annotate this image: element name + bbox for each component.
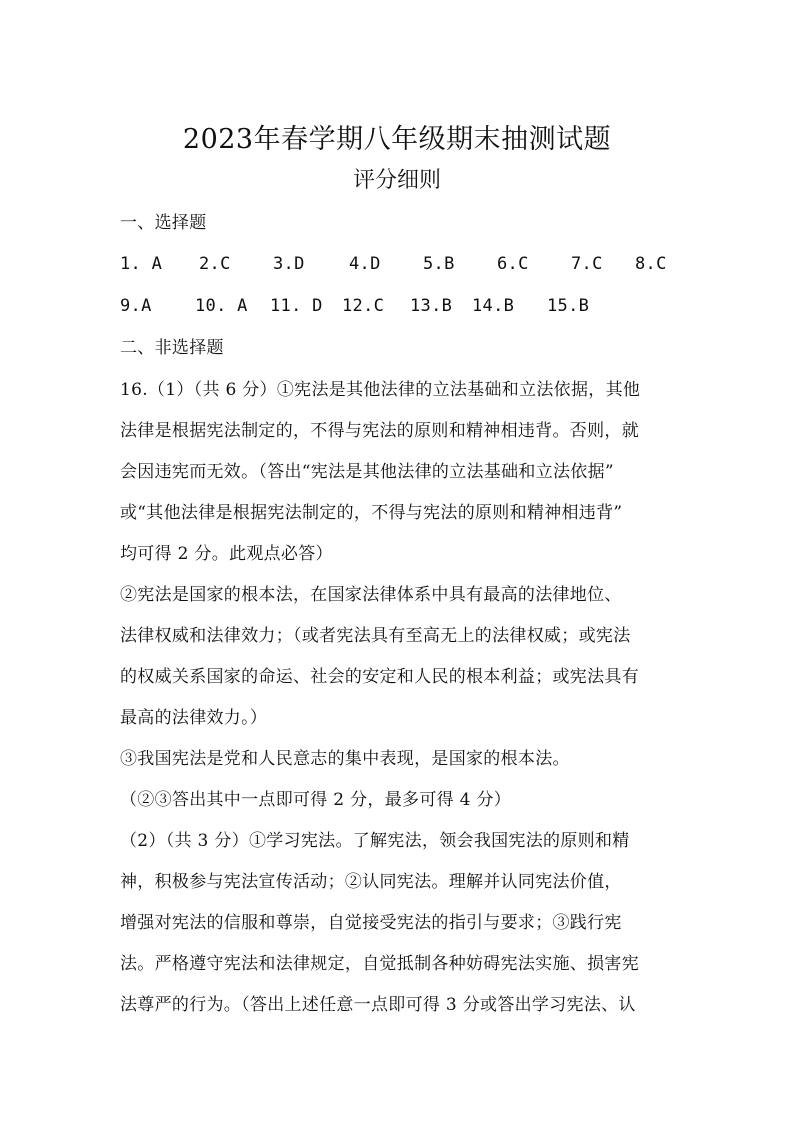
answer-item: 13.B [410,295,453,316]
body-line: 均可得 2 分。此观点必答） [120,544,333,564]
answer-item: 2.C [199,253,231,274]
body-line: 或“其他法律是根据宪法制定的，不得与宪法的原则和精神相违背” [120,503,623,523]
answer-item: 1. A [120,253,163,274]
answer-row-1 [120,243,690,285]
answer-row-2 [120,285,690,327]
answer-item: 5.B [423,253,455,274]
document-subtitle: 评分细则 [352,168,441,193]
answer-item: 6.C [497,253,529,274]
answer-item: 3.D [273,253,305,274]
section-heading-choice: 一、选择题 [120,213,207,233]
body-line: 法尊严的行为。（答出上述任意一点即可得 3 分或答出学习宪法、认 [120,995,636,1015]
body-line: ③我国宪法是党和人民意志的集中表现，是国家的根本法。 [120,749,570,769]
answer-item: 11. D [270,295,323,316]
answer-key [120,243,690,327]
body-line: 的权威关系国家的命运、社会的安定和人民的根本利益；或宪法具有 [120,667,639,687]
body-line: 会因违宪而无效。（答出“宪法是其他法律的立法基础和立法依据” [120,462,614,482]
answer-item: 10. A [195,295,248,316]
answer-item: 15.B [547,295,590,316]
scoring-details [120,370,690,1026]
body-line: 最高的法律效力。） [120,708,268,728]
answer-item: 4.D [349,253,381,274]
answer-item: 8.C [635,253,667,274]
body-line: 神，积极参与宪法宣传活动；②认同宪法。理解并认同宪法价值， [120,872,622,892]
section-heading-non-choice: 二、非选择题 [120,338,224,358]
answer-item: 7.C [571,253,603,274]
answer-item: 12.C [342,295,385,316]
answer-item: 9.A [120,295,152,316]
body-line: 法律是根据宪法制定的，不得与宪法的原则和精神相违背。否则，就 [120,421,639,441]
body-line: ②宪法是国家的根本法，在国家法律体系中具有最高的法律地位、 [120,585,622,605]
body-line: 法。严格遵守宪法和法律规定，自觉抵制各种妨碍宪法实施、损害宪 [120,954,639,974]
body-line: （②③答出其中一点即可得 2 分，最多可得 4 分） [120,790,512,810]
body-line: 16.（1）（共 6 分）①宪法是其他法律的立法基础和立法依据，其他 [120,380,641,400]
answer-item: 14.B [472,295,515,316]
document-title: 2023年春学期八年级期末抽测试题 [182,124,612,155]
body-line: 增强对宪法的信服和尊崇，自觉接受宪法的指引与要求；③践行宪 [120,913,622,933]
body-line: 法律权威和法律效力；（或者宪法具有至高无上的法律权威；或宪法 [120,626,631,646]
body-line: （2）（共 3 分）①学习宪法。了解宪法，领会我国宪法的原则和精 [120,831,630,851]
